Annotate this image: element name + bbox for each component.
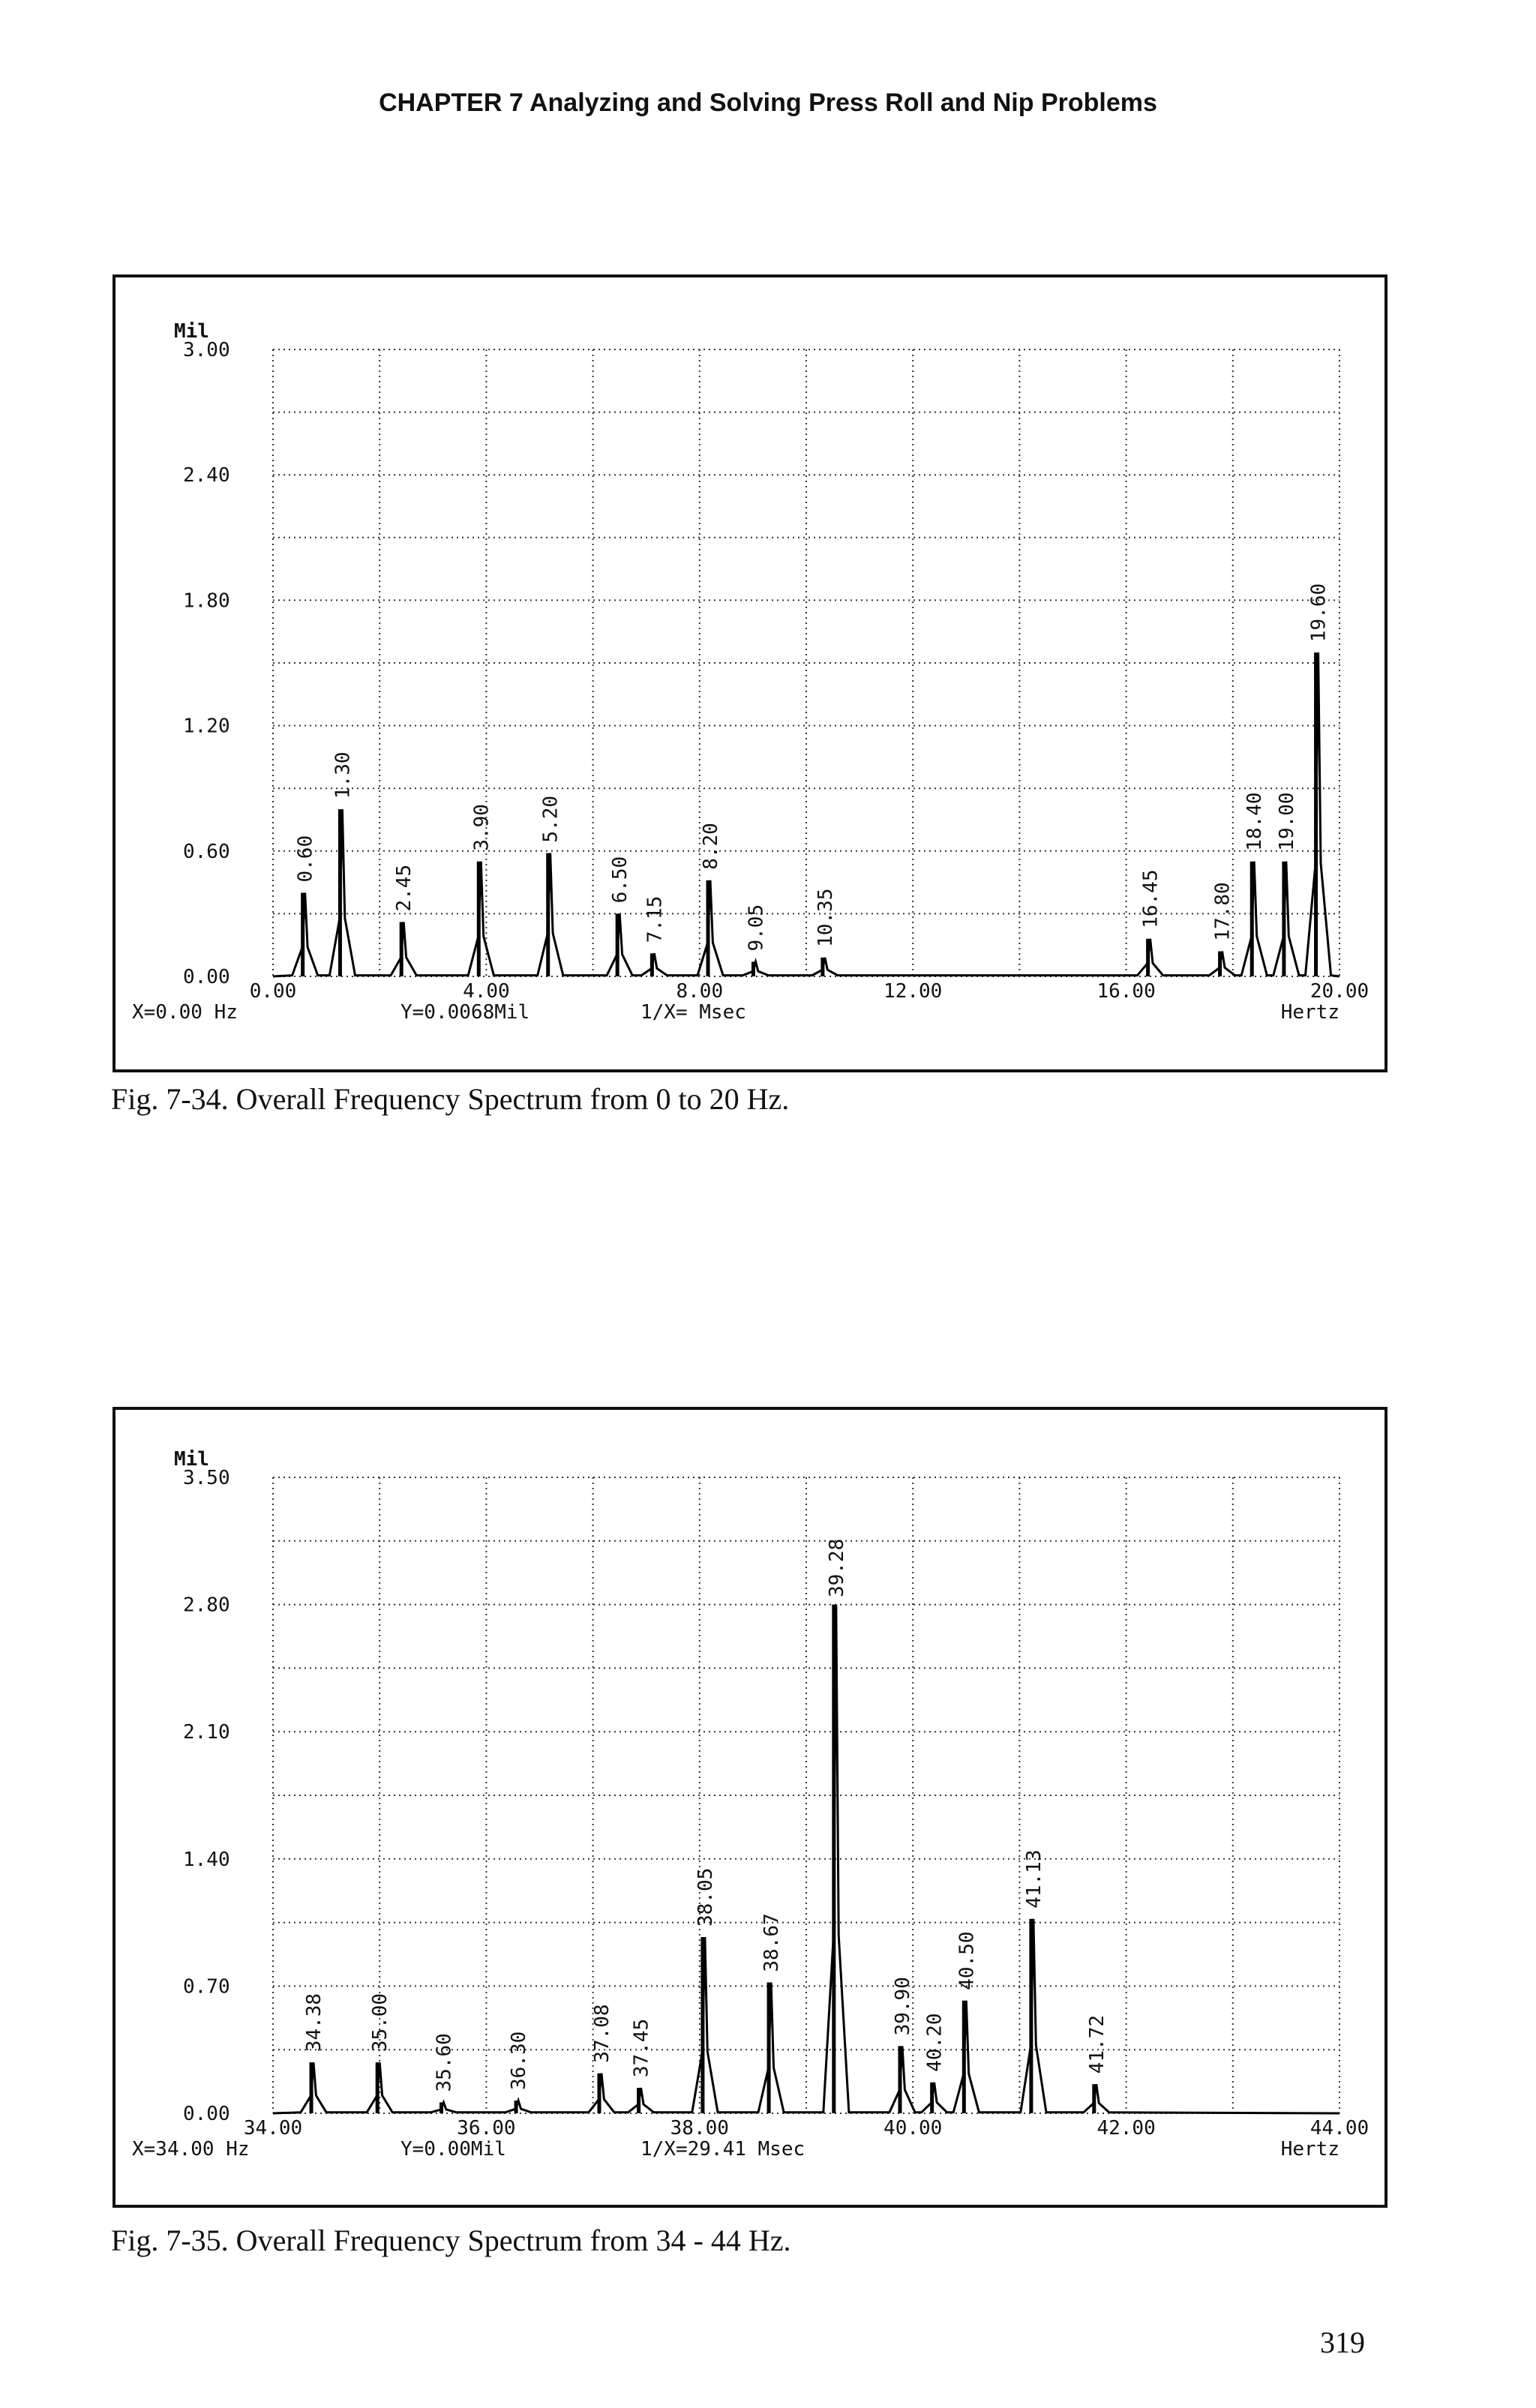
cursor-x-readout: X=34.00 Hz [132,2138,250,2161]
x-tick-label: 16.00 [1096,980,1156,1003]
inverse-x-readout: 1/X=29.41 Msec [640,2138,806,2161]
cursor-x-readout: X=0.00 Hz [132,1001,238,1024]
peak-label: 35.00 [369,1993,392,2053]
peak-label: 16.45 [1139,869,1162,928]
page-number: 319 [1320,2326,1365,2359]
grid [273,1477,1340,2113]
peak-label: 3.90 [470,804,494,851]
peak-label: 39.28 [825,1538,848,1597]
peak-label: 2.45 [393,864,416,912]
y-tick-label: 3.00 [183,339,230,361]
peak-label: 40.20 [923,2013,946,2072]
x-tick-label: 40.00 [884,2117,943,2140]
peak-label: 35.60 [433,2033,456,2092]
peak-label: 36.30 [508,2031,531,2090]
peak-label: 40.50 [956,1931,979,1990]
chart-frame [114,1408,1386,2206]
x-tick-label: 4.00 [463,980,510,1003]
peak-label: 6.50 [609,856,632,904]
peak-label: 18.40 [1244,792,1267,851]
x-tick-label: 12.00 [884,980,943,1003]
peak-label: 9.05 [745,904,768,952]
figure-caption-7-34: Fig. 7-34. Overall Frequency Spectrum from 0 to 20 Hz. [111,1082,790,1116]
cursor-y-readout: Y=0.0068Mil [400,1001,530,1024]
y-tick-label: 0.60 [183,840,230,863]
x-tick-label: 0.00 [249,980,297,1003]
y-axis-label: Mil [174,1448,209,1471]
peak-label: 5.20 [539,795,562,843]
grid [273,349,1340,976]
spectrum-chart-0-20hz [0,270,1536,1095]
peak-label: 19.00 [1275,792,1298,851]
y-tick-label: 0.70 [183,1975,230,1999]
x-tick-label: 36.00 [457,2117,516,2140]
y-tick-label: 1.80 [183,589,230,613]
peak-label: 37.45 [630,2018,653,2078]
peak-label: 8.20 [700,823,722,870]
peak-label: 0.60 [294,835,317,883]
peak-label: 37.08 [591,2004,614,2063]
y-tick-label: 2.40 [183,464,230,487]
y-tick-label: 1.20 [183,715,230,738]
x-tick-label: 8.00 [676,980,724,1003]
peak-label: 34.38 [303,1993,326,2053]
x-tick-label: 44.00 [1310,2117,1370,2140]
peak-label: 7.15 [644,895,667,943]
figure-caption-7-35: Fig. 7-35. Overall Frequency Spectrum from 34 - 44 Hz. [111,2224,791,2257]
peak-label: 1.30 [332,751,355,799]
x-axis-label: Hertz [1280,2138,1340,2161]
y-axis-label: Mil [174,320,209,343]
y-tick-label: 2.80 [183,1594,230,1617]
spectrum-chart-34-44hz [0,1402,1536,2235]
peak-label: 38.67 [760,1913,784,1972]
peak-label: 10.35 [814,888,837,947]
y-tick-label: 3.50 [183,1467,230,1489]
inverse-x-readout: 1/X= Msec [640,1001,746,1024]
peak-label: 39.90 [892,1977,914,2036]
peak-label: 19.60 [1307,583,1330,643]
cursor-y-readout: Y=0.00Mil [400,2138,506,2161]
x-tick-label: 42.00 [1096,2117,1156,2140]
y-tick-label: 0.00 [183,2103,230,2125]
peak-label: 17.80 [1211,882,1234,941]
x-tick-label: 38.00 [670,2117,729,2140]
x-tick-label: 20.00 [1310,980,1370,1003]
peak-label: 41.72 [1085,2014,1108,2074]
chapter-header: CHAPTER 7 Analyzing and Solving Press Roll and Nip Problems [379,88,1157,117]
y-tick-label: 2.10 [183,1721,230,1744]
peak-label: 41.13 [1022,1849,1046,1909]
peak-label: 38.05 [694,1867,717,1927]
x-tick-label: 34.00 [243,2117,303,2140]
x-axis-label: Hertz [1280,1001,1340,1024]
y-tick-label: 1.40 [183,1848,230,1871]
y-tick-label: 0.00 [183,966,230,988]
